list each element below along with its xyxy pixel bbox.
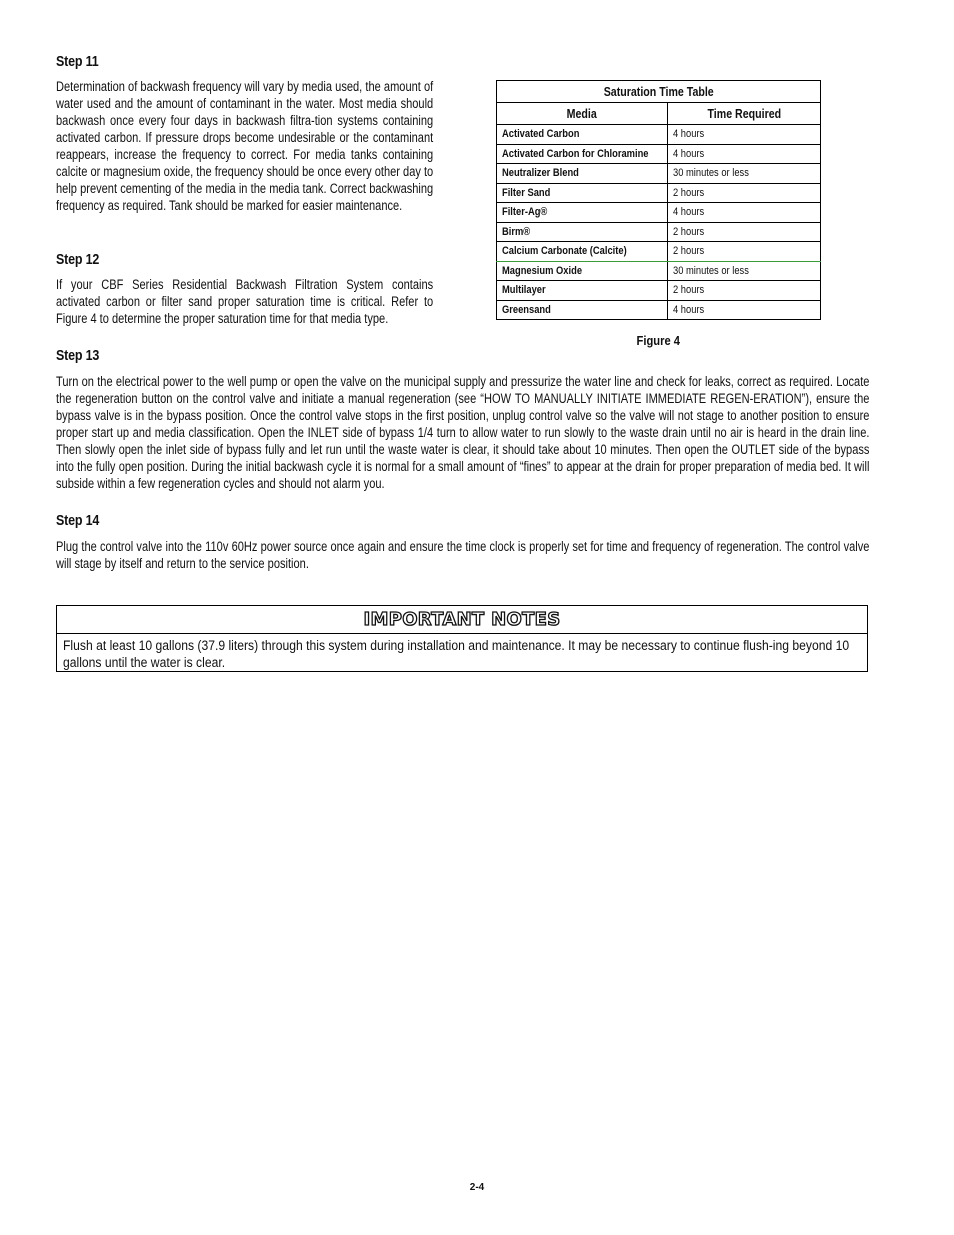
page-number: 2-4 <box>469 1182 485 1193</box>
time-cell: 4 hours <box>668 203 821 223</box>
time-cell: 4 hours <box>668 144 821 164</box>
step-13-heading: Step 13 <box>56 348 100 364</box>
table-title-row <box>497 81 821 103</box>
time-cell: 2 hours <box>668 242 821 262</box>
media-cell: Birm® <box>497 222 668 242</box>
table-row <box>497 261 821 281</box>
table-row <box>497 164 821 184</box>
media-cell: Activated Carbon <box>497 125 668 145</box>
table-title: Saturation Time Table <box>497 81 821 103</box>
column-header-media: Media <box>497 103 668 125</box>
figure-caption: Figure 4 <box>636 333 680 348</box>
saturation-time-table <box>496 80 821 320</box>
important-notes-title: IMPORTANT NOTES <box>57 606 867 634</box>
important-notes-text: Flush at least 10 gallons (37.9 liters) through this system during installation and maintenance. It may be necessary to continue flush-ing beyond 10 gallons until the water is clear. <box>63 638 850 670</box>
media-cell: Calcium Carbonate (Calcite) <box>497 242 668 262</box>
table-row <box>497 183 821 203</box>
time-cell: 4 hours <box>668 125 821 145</box>
column-header-time: Time Required <box>668 103 821 125</box>
time-cell: 2 hours <box>668 183 821 203</box>
media-cell: Filter-Ag® <box>497 203 668 223</box>
media-cell: Filter Sand <box>497 183 668 203</box>
time-cell: 2 hours <box>668 281 821 301</box>
media-cell: Neutralizer Blend <box>497 164 668 184</box>
step-11-text: Determination of backwash frequency will vary by media used, the amount of water used and the amount of contaminant in the water. Most media should backwash once every four days in backwash filtra-tion systems containing activated carbon. If pressure drops become undesirable or the contaminant reappears, increase the frequency to correct. For media tanks containing calcite or magnesium oxide, the frequency should be once every other day to help prevent cementing of the media in the media tank. Correct backwashing frequency as required. Tank should be marked for easier maintenance. <box>56 79 434 213</box>
table-row <box>497 144 821 164</box>
step-11-heading: Step 11 <box>56 54 99 70</box>
media-cell: Activated Carbon for Chloramine <box>497 144 668 164</box>
step-13-text: Turn on the electrical power to the well pump or open the valve on the municipal supply and pressurize the water line and check for leaks, correct as required. Locate the regeneration button on the control valve and initiate a manual regeneration (see “HOW TO MANUALLY INITIATE IMMEDIATE REGEN-ERATION”), ensure the bypass valve is in the bypass position. Once the control valve stops in the first position, unplug control valve so the valve will not stage to another position to ensure proper start up and media classification. Open the INLET side of bypass 1/4 turn to allow water to run slowly to the waste drain until no air is heard in the drain line. Then slowly open the inlet side of bypass fully and let run until the waste water is clear, it should take about 10 minutes. Then open the OUTLET side of the bypass into the fully open position. During the initial backwash cycle it is normal for a small amount of “fines” to appear at the drain for proper preparation of media bed. It will subside within a few regeneration cycles and should not alarm you. <box>56 374 870 491</box>
step-12-text: If your CBF Series Residential Backwash Filtration System contains activated carbon or filter sand proper saturation time is critical. Refer to Figure 4 to determine the proper saturation time for that media type. <box>56 277 434 326</box>
time-cell: 30 minutes or less <box>668 164 821 184</box>
table-row <box>497 242 821 262</box>
step-12-heading: Step 12 <box>56 252 100 268</box>
table-row <box>497 222 821 242</box>
media-cell: Multilayer <box>497 281 668 301</box>
step-14-heading: Step 14 <box>56 513 100 529</box>
time-cell: 2 hours <box>668 222 821 242</box>
step-14-text: Plug the control valve into the 110v 60Hz power source once again and ensure the time clock is properly set for time and frequency of regeneration. The control valve will stage by itself and return to the service position. <box>56 539 870 571</box>
time-cell: 4 hours <box>668 300 821 320</box>
media-cell: Greensand <box>497 300 668 320</box>
table-row <box>497 203 821 223</box>
time-cell: 30 minutes or less <box>668 261 821 281</box>
table-header-row <box>497 103 821 125</box>
media-cell: Magnesium Oxide <box>497 261 668 281</box>
table-row <box>497 300 821 320</box>
table-row <box>497 281 821 301</box>
important-notes-box <box>56 605 868 672</box>
table-row <box>497 125 821 145</box>
